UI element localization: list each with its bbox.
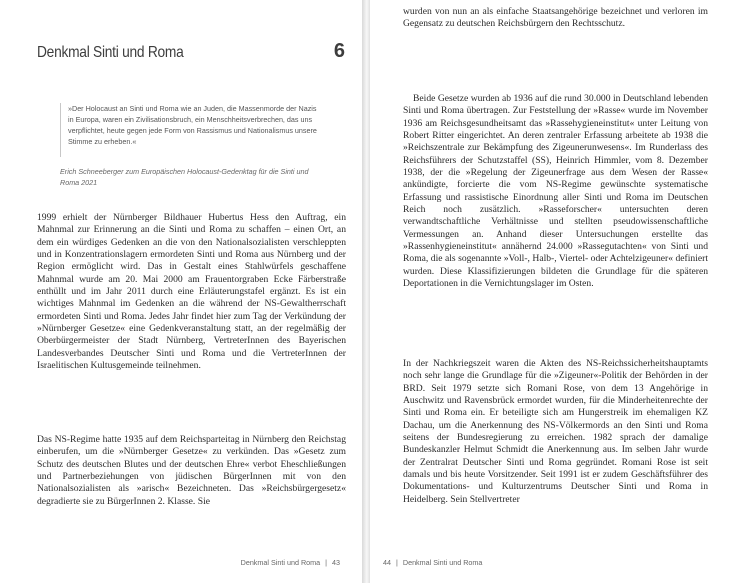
body-text: 1999 erhielt der Nürnberger Bildhauer Hubertus Hess den Auftrag, ein Mahnmal zur Erinnerung an die Sinti und Roma zu schaffen – einen Ort, an dem ein würdiges Gedenken an die von den Nationalsozialisten verschleppten und in Konzentrationslagern ermordeten Sinti und Roma aus Nürnberg und der Region ermöglicht wird. Das in Gestalt eines Stahlwürfels geschaffene Mahnmal wurde am 20. Mai 2000 am Frauentorgraben Ecke Färberstraße enthüllt und im Jahr 2011 durch eine Erläuterungstafel ergänzt. Es ist ein wichtiges Mahnmal im Gedenken an die während der NS-Gewaltherrschaft ermordeten Sinti und Roma. Jedes Jahr findet hier zum Tag der Verkündung der »Nürnberger Gesetze« eine Gedenkveranstaltung statt, an der regelmäßig der Oberbürgermeister der Stadt Nürnberg, VertreterInnen des Bayerischen Landesverbandes Deutscher Sinti und Roma und die VertreterInnen der Israelitischen Kultusgemeinde teilnehmen. — [37, 212, 346, 372]
footer-title: Denkmal Sinti und Roma — [402, 558, 483, 567]
body-paragraph — [37, 212, 346, 424]
footer-title: Denkmal Sinti und Roma — [240, 558, 321, 567]
body-paragraph — [403, 6, 708, 42]
footer-separator: | — [396, 558, 398, 567]
body-text: wurden von nun an als einfache Staatsangehörige bezeichnet und verloren im Gegensatz zu deutschen Reichsbürgern den Rechtsschutz. — [403, 6, 708, 30]
body-text: In der Nachkriegszeit waren die Akten des NS-Reichssicherheitshauptamts noch sehr lange die Grundlage für die »Zigeuner«-Politik der Behörden in der BRD. Seit 1979 setzte sich Romani Rose, von dem 13 Angehörige in Auschwitz und Ravensbrück ermordet wurden, für die Minderheitenrechte der Sinti und Roma ein. Er beteiligte sich am Hungerstreik im ehemaligen KZ Dachau, um die Anerkennung des NS-Völkermords an den Sinti und Roma seitens der Bundesregierung zu erreichen. 1982 sprach der damalige Bundeskanzler Helmut Schmidt die Anerkennung aus. Im selben Jahr wurde der Zentralrat Deutscher Sinti und Roma gegründet. Romani Rose ist seit damals und bis heute Vorsitzender. Seit 1991 ist er zudem Geschäftsführer des Dokumentations- und Kulturzentrums Deutscher Sinti und Roma in Heidelberg. Sein Stellvertreter — [403, 358, 708, 505]
epigraph-quote: »Der Holocaust an Sinti und Roma wie an Juden, die Massenmorde der Nazis in Europa, waren ein Zivilisationsbruch, ein Menschheitsverbrechen, das uns verpflichtet, heute gegen jede Form von Rassismus und Nationalismus unsere Stimme zu erheben.« — [60, 103, 322, 157]
footer-separator: | — [325, 558, 327, 567]
body-text: Beide Gesetze wurden ab 1936 auf die rund 30.000 in Deutschland lebenden Sinti und Roma übertragen. Zur Feststellung der »Rasse« wurde im November 1936 am Reichsgesundheitsamt das »Rassehygieneinstitut« unter Leitung von Robert Ritter eingerichtet. An deren zentraler Erfassung arbeitete ab 1938 die »Reichszentrale zur Bekämpfung des Zigeunerunwesens«. Im Runderlass des Reichsführers der Schutzstaffel (SS), Heinrich Himmler, vom 8. Dezember 1938, der die »Regelung der Zigeunerfrage aus dem Wesen der Rasse« ankündigte, forcierte die vom NS-Regime gewünschte systematische Erfassung und rassistische Einordnung aller Sinti und Roma im Deutschen Reich noch zusätzlich. »Rasseforscher« untersuchten deren verwandtschaftliche Verhältnisse und stellten pseudowissenschaftliche Vermessungen an. Anhand dieser Untersuchungen erstellte das »Rassenhygieneinstitut« annähernd 24.000 »Rassegutachten« von Sinti und Roma, die als sogenannte »Voll-, Halb-, Viertel- oder Achtelzigeuner« definiert wurden. Diese Klassifizierungen bildeten die Grundlage für die späteren Deportationen in die Vernichtungslager im Osten. — [403, 93, 708, 290]
page-number: 43 — [332, 558, 340, 567]
chapter-title: Denkmal Sinti und Roma — [37, 44, 184, 61]
epigraph-source: Erich Schneeberger zum Europäischen Holocaust-Gedenktag für die Sinti und Roma 2021 — [60, 167, 309, 187]
body-paragraph — [37, 434, 346, 532]
left-page — [0, 0, 362, 583]
body-text: Das NS-Regime hatte 1935 auf dem Reichsparteitag in Nürnberg den Reichstag einberufen, um die »Nürnberger Gesetze« zu verkünden. Das »Gesetz zum Schutz des deutschen Blutes und der deutschen Ehre« verbot Eheschließungen und Partnerbeziehungen von jüdischen BürgerInnen mit von den Nationalsozialisten als »arisch« Bezeichneten. Das »Reichsbürgergesetz« degradierte sie zu BürgerInnen 2. Klasse. Sie — [37, 434, 346, 507]
chapter-number: 6 — [333, 40, 345, 62]
book-gutter — [362, 0, 370, 583]
page-footer — [241, 558, 340, 567]
chapter-header — [37, 40, 347, 64]
page-footer — [383, 558, 482, 567]
right-page — [370, 0, 729, 583]
body-paragraph — [403, 358, 708, 553]
body-paragraph — [403, 93, 708, 353]
page-number: 44 — [383, 558, 391, 567]
